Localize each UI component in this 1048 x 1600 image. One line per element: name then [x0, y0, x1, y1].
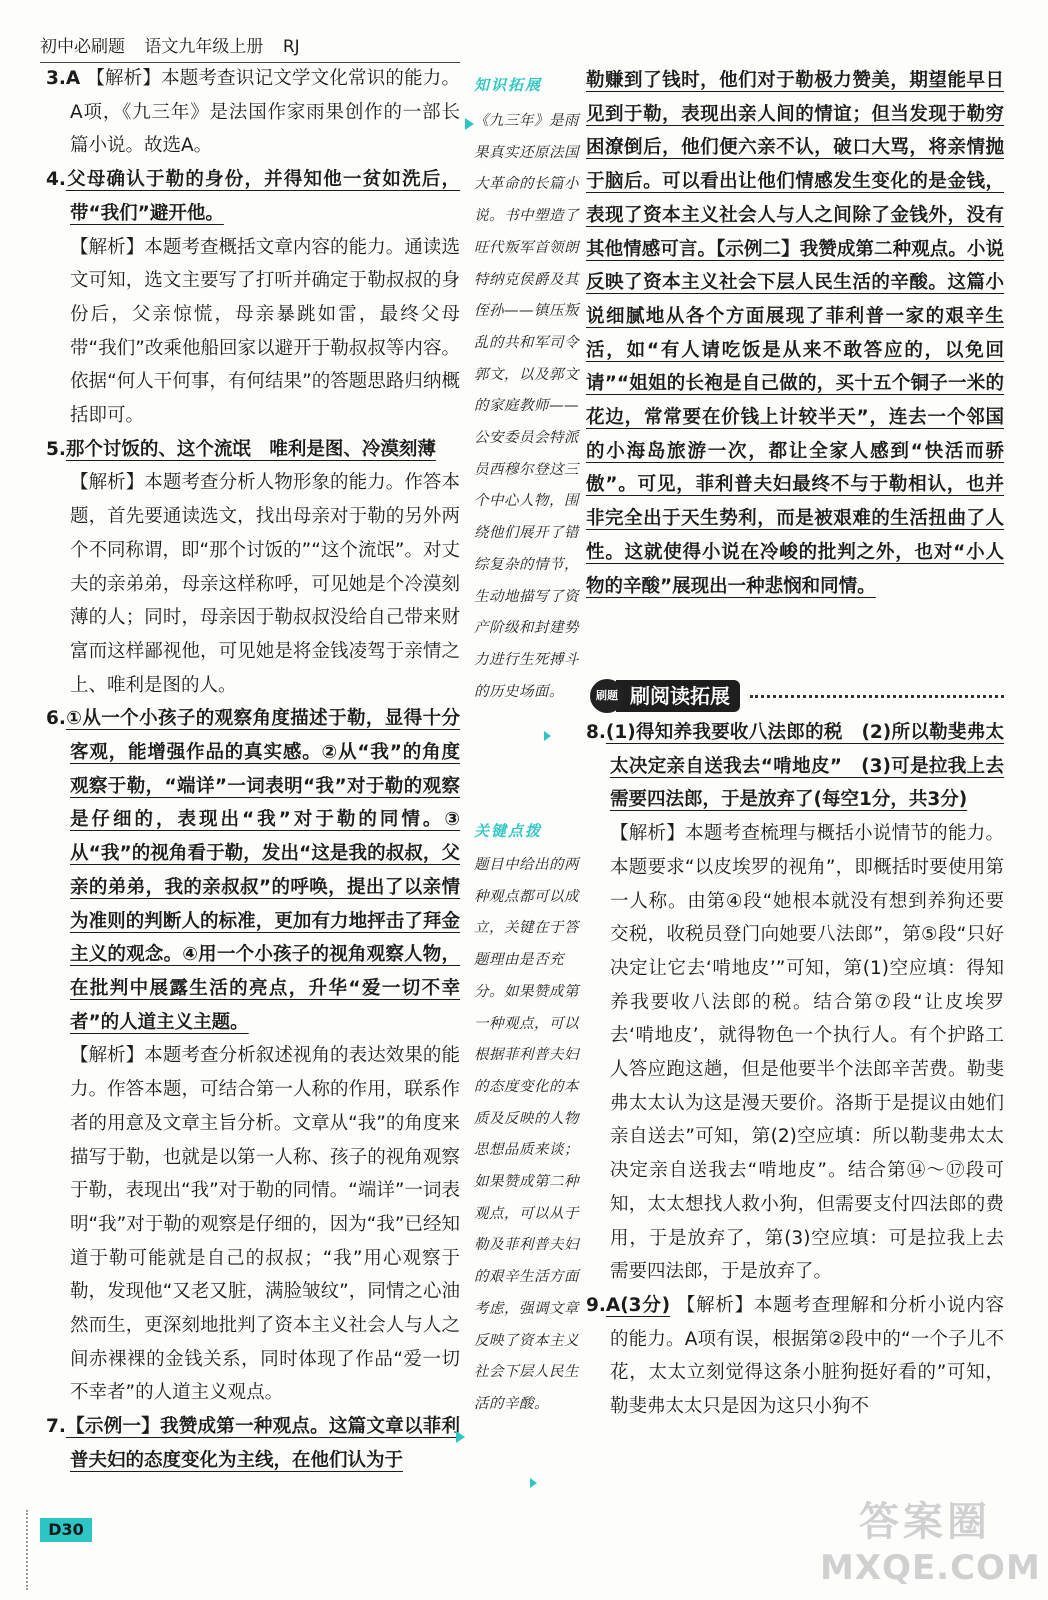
section-dotted-rule [750, 695, 1004, 698]
question-4: 4.父母确认于勒的身份，并得知他一贫如洗后，带“我们”避开他。 [46, 169, 460, 224]
q3-answer: A [65, 68, 81, 89]
q7-answer-right: 勒赚到了钱时，他们对于勒极力赞美，期望能早日见到于勒，表现出亲人间的情谊；但当发现于勒穷困潦倒后，他们便六亲不认，破口大骂，将亲情抛于脑后。可以看出让他们情感发生变化的是金钱，表现了资本主义社会人与人之间除了金钱外，没有其他情感可言。【示例二】我赞成第二种观点。小说反映了资本主义社会下层人民生活的辛酸。这篇小说细腻地从各个方面展现了菲利普一家的艰辛生活，如“有人请吃饭是从来不敢答应的，以免回请”“姐姐的长袍是自己做的，买十五个铜子一米的花边，常常要在价钱上计较半天”，连去一个邻国的小海岛旅游一次，都让全家人感到“快活而骄傲”。可见，菲利普夫妇最终不与于勒相认，也并非完全出于天生势利，而是被艰难的生活扭曲了人性。这就使得小说在冷峻的批判之外，也对“小人物的辛酸”展现出一种悲悯和同情。 [586, 70, 1004, 597]
header-subject: 语文九年级上册 [144, 37, 264, 57]
page-header [40, 34, 460, 60]
knowledge-note: 《九三年》是雨果真实还原法国大革命的长篇小说。书中塑造了旺代叛军首领朗特纳克侯爵及其侄孙——镇压叛乱的共和军司令郭文，以及郭文的家庭教师——公安委员会特派员西穆尔登这三个中心人物，围绕他们展开了错综复杂的情节，生动地描写了资产阶级和封建势力进行生死搏斗的历史场面。 [474, 113, 579, 700]
left-column [46, 62, 460, 1478]
key-point-note: 题目中给出的两种观点都可以成立，关键在于答题理由是否充分。如果赞成第一种观点，可以根据菲利普夫妇的态度变化的本质及反映的人物思想品质来谈；如果赞成第二种观点，可以从于勒及菲利普夫妇的艰辛生活方面考虑，强调文章反映了资本主义社会下层人民生活的辛酸。 [474, 857, 579, 1412]
note-end-marker-icon [544, 731, 551, 741]
question-5: 5.那个讨饭的、这个流氓 唯利是图、冷漠刻薄 [46, 438, 436, 460]
q8-analysis: 【解析】本题考查梳理与概括小说情节的能力。本题要求“以皮埃罗的视角”，即概括时要使用第一人称。由第④段“她根本就没有想到养狗还要交税，收税员登门向她要八法郎”，第⑤段“只好决定让它去‘啃地皮’”可知，第(1)空应填：得知养我要收八法郎的税。结合第⑦段“让皮埃罗去‘啃地皮’，就得物色一个执行人。有个护路工人答应跑这趟，但是他要半个法郎辛苦费。勒斐弗太太认为这是漫天要价。洛斯于是提议由她们亲自送去”可知，第(2)空应填：所以勒斐弗太太决定亲自送我去“啃地皮”。结合第⑭～⑰段可知，太太想找人救小狗，但需要支付四法郎的费用，于是放弃了，第(3)空应填：可是拉我上去需要四法郎，于是放弃了。 [610, 823, 1004, 1283]
q3-analysis: 【解析】本题考查识记文学文化常识的能力。A项，《九三年》是法国作家雨果创作的一部长篇小说。故选A。 [70, 68, 460, 157]
question-3: 3.A 【解析】本题考查识记文学文化常识的能力。A项，《九三年》是法国作家雨果创作的一部长篇小说。故选A。 [46, 68, 460, 157]
right-column-reading [586, 716, 1004, 1424]
q6-analysis: 【解析】本题考查分析叙述视角的表达效果的能力。作答本题，可结合第一人称的作用，联系作者的用意及文章主旨分析。文章从“我”的角度来描写于勒，也就是以第一人称、孩子的视角观察于勒，表现出“我”对于勒的同情。“端详”一词表明“我”对于勒的观察是仔细的，因为“我”已经知道于勒可能就是自己的叔叔；“我”用心观察于勒，发现他“又老又脏，满脸皱纹”，同情之心油然而生，更深刻地批判了资本主义社会人与人之间赤裸裸的金钱关系，同时体现了作品“爱一切不幸者”的人道主义观点。 [70, 1045, 460, 1404]
watermark [820, 1496, 1041, 1594]
watermark-cn: 答案圈 [859, 1499, 991, 1545]
q7-answer-left: 【示例一】我赞成第一种观点。这篇文章以菲利普夫妇的态度变化为主线，在他们认为于 [65, 1416, 460, 1471]
side-arrow-icon [465, 118, 474, 130]
q4-answer: 父母确认于勒的身份，并得知他一贫如洗后，带“我们”避开他。 [65, 169, 460, 224]
question-8: 8.(1)得知养我要收八法郎的税 (2)所以勒斐弗太太决定亲自送我去“啃地皮” (3)可是拉我上去需要四法郎，于是放弃了(每空1分，共3分) [586, 722, 1004, 811]
page-edge-dots [26, 1510, 29, 1590]
q4-analysis: 【解析】本题考查概括文章内容的能力。通读选文可知，选文主要写了打听并确定于勒叔叔的身份后，父亲惊慌，母亲暴跳如雷，最终父母带“我们”改乘他船回家以避开于勒叔叔等内容。依据“何人干何事，有何结果”的答题思路归纳概括即可。 [70, 236, 460, 427]
section-title: 刷阅读拓展 [616, 680, 740, 712]
note-end-marker-icon [530, 1478, 537, 1488]
q9-answer: A(3分) [605, 1294, 671, 1316]
question-6: 6.①从一个小孩子的观察角度描述于勒，显得十分客观，能增强作品的真实感。②从“我”的角度观察于勒，“端详”一词表明“我”对于勒的观察是仔细的，表现出“我”对于勒的同情。③从“我”的视角看于勒，发出“这是我的叔叔，父亲的弟弟，我的亲叔叔”的呼唤，提出了以亲情为准则的判断人的标准，更加有力地抨击了拜金主义的观念。④用一个小孩子的视角观察人物，在批判中展露生活的亮点，升华“爱一切不幸者”的人道主义主题。 [46, 708, 460, 1033]
q6-answer: ①从一个小孩子的观察角度描述于勒，显得十分客观，能增强作品的真实感。②从“我”的角度观察于勒，“端详”一词表明“我”对于勒的观察是仔细的，表现出“我”对于勒的同情。③从“我”的视角看于勒，发出“这是我的叔叔，父亲的弟弟，我的亲叔叔”的呼唤，提出了以亲情为准则的判断人的标准，更加有力地抨击了拜金主义的观念。④用一个小孩子的视角观察人物，在批判中展露生活的亮点，升华“爱一切不幸者”的人道主义主题。 [65, 708, 460, 1033]
header-series: 初中必刷题 [40, 37, 125, 57]
knowledge-title: 知识拓展 [474, 76, 543, 94]
q9-analysis: 【解析】本题考查理解和分析小说内容的能力。A项有误，根据第②段中的“一个子儿不花，太太立刻觉得这条小脏狗挺好看的”可知，勒斐弗太太只是因为这只小狗不 [610, 1294, 1004, 1418]
side-arrow-icon [456, 1431, 465, 1443]
section-header [590, 679, 1004, 713]
q5-answer: 那个讨饭的、这个流氓 唯利是图、冷漠刻薄 [65, 438, 436, 460]
question-9: 9.A(3分) 【解析】本题考查理解和分析小说内容的能力。A项有误，根据第②段中的“一个子儿不花，太太立刻觉得这条小脏狗挺好看的”可知，勒斐弗太太只是因为这只小狗不 [586, 1294, 1004, 1418]
key-point-title: 关键点拨 [474, 822, 543, 840]
question-7: 7.【示例一】我赞成第一种观点。这篇文章以菲利普夫妇的态度变化为主线，在他们认为于 [46, 1416, 460, 1471]
q5-analysis: 【解析】本题考查分析人物形象的能力。作答本题，首先要通读选文，找出母亲对于勒的另外两个不同称谓，即“那个讨饭的”“这个流氓”。对丈夫的亲弟弟，母亲这样称呼，可见她是个冷漠刻薄的人；同时，母亲因于勒叔叔没给自己带来财富而这样鄙视他，可见她是将金钱凌驾于亲情之上、唯利是图的人。 [70, 472, 460, 696]
page-number: D30 [40, 1518, 92, 1542]
section-badge-icon: 刷题 [590, 679, 624, 713]
q8-answer: (1)得知养我要收八法郎的税 (2)所以勒斐弗太太决定亲自送我去“啃地皮” (3)可是拉我上去需要四法郎，于是放弃了(每空1分，共3分) [605, 722, 1004, 811]
watermark-en: MXQE.COM [820, 1548, 1041, 1588]
header-edition: RJ [282, 37, 300, 57]
right-column [586, 64, 1004, 603]
